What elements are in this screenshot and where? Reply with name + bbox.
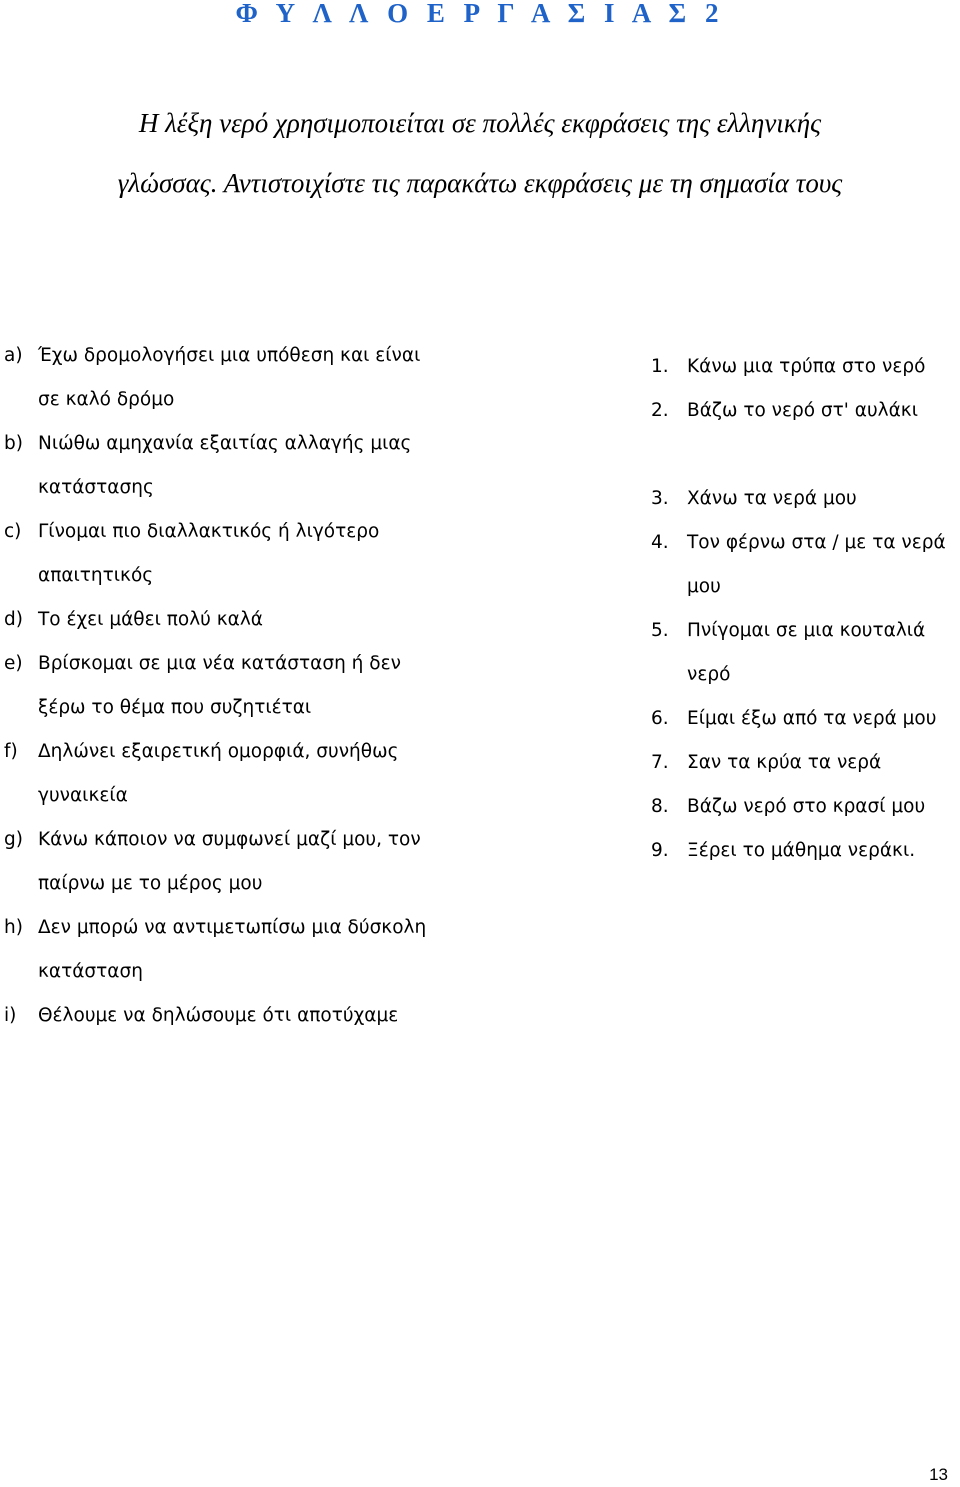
expression-item-marker: 4. (651, 532, 669, 553)
meaning-item-text: απαιτητικός (38, 565, 154, 586)
meaning-item-text: Θέλουμε να δηλώσουμε ότι αποτύχαμε (38, 1005, 399, 1026)
meaning-item-marker: i) (4, 1005, 17, 1026)
meaning-item-marker: a) (4, 345, 23, 366)
meaning-item-marker: e) (4, 653, 23, 674)
expression-item-text: μου (687, 576, 721, 597)
expression-item-marker: 7. (651, 752, 669, 773)
meaning-item-marker: h) (4, 917, 23, 938)
expression-item-marker: 5. (651, 620, 669, 641)
instructions-line-2: γλώσσας. Αντιστοιχίστε τις παρακάτω εκφράσεις με τη σημασία τους (117, 168, 843, 198)
expression-item-text: Χάνω τα νερά μου (687, 488, 857, 509)
page-number: 13 (929, 1465, 948, 1484)
meaning-item-text: Δηλώνει εξαιρετική ομορφιά, συνήθως (38, 741, 399, 762)
worksheet-title: Φ Υ Λ Λ Ο Ε Ρ Γ Α Σ Ι Α Σ 2 (235, 0, 725, 28)
expression-item-marker: 8. (651, 796, 669, 817)
expression-item-marker: 2. (651, 400, 669, 421)
expression-item-marker: 6. (651, 708, 669, 729)
expression-item-text: νερό (687, 664, 731, 685)
expression-item-marker: 1. (651, 356, 669, 377)
expression-item-text: Σαν τα κρύα τα νερά (687, 752, 882, 773)
expression-item-text: Είμαι έξω από τα νερά μου (687, 708, 937, 729)
meaning-item-text: Το έχει μάθει πολύ καλά (38, 609, 263, 630)
meaning-item-text: Γίνομαι πιο διαλλακτικός ή λιγότερο (38, 521, 380, 542)
expression-item-marker: 3. (651, 488, 669, 509)
meaning-item-text: Δεν μπορώ να αντιμετωπίσω μια δύσκολη (38, 917, 427, 938)
expression-item-text: Βάζω το νερό στ' αυλάκι (687, 400, 918, 421)
meaning-item-text: Έχω δρομολογήσει μια υπόθεση και είναι (38, 345, 421, 366)
expression-item-text: Κάνω μια τρύπα στο νερό (687, 356, 926, 377)
meaning-item-marker: f) (4, 741, 18, 762)
meaning-item-marker: g) (4, 829, 23, 850)
meaning-item-text: παίρνω με το μέρος μου (38, 873, 263, 894)
expression-item-text: Πνίγομαι σε μια κουταλιά (687, 620, 926, 641)
expression-item-text: Τον φέρνω στα / με τα νερά (687, 532, 946, 553)
meaning-item-marker: d) (4, 609, 23, 630)
meaning-item-text: σε καλό δρόμο (38, 389, 175, 410)
meaning-item-text: κατάστασης (38, 477, 154, 498)
meaning-item-text: κατάσταση (38, 961, 143, 982)
meaning-item-marker: b) (4, 433, 23, 454)
meaning-item-text: Κάνω κάποιον να συμφωνεί μαζί μου, τον (38, 829, 421, 850)
expression-item-marker: 9. (651, 840, 669, 861)
meaning-item-text: Νιώθω αμηχανία εξαιτίας αλλαγής μιας (38, 433, 412, 454)
instructions-line-1: Η λέξη νερό χρησιμοποιείται σε πολλές εκφράσεις της ελληνικής (138, 108, 822, 138)
meaning-item-text: Βρίσκομαι σε μια νέα κατάσταση ή δεν (38, 653, 401, 674)
expression-item-text: Ξέρει το μάθημα νεράκι. (687, 840, 916, 861)
meaning-item-text: ξέρω το θέμα που συζητιέται (38, 697, 312, 718)
meaning-item-marker: c) (4, 521, 22, 542)
expression-item-text: Βάζω νερό στο κρασί μου (687, 796, 926, 817)
meaning-item-text: γυναικεία (38, 785, 128, 806)
